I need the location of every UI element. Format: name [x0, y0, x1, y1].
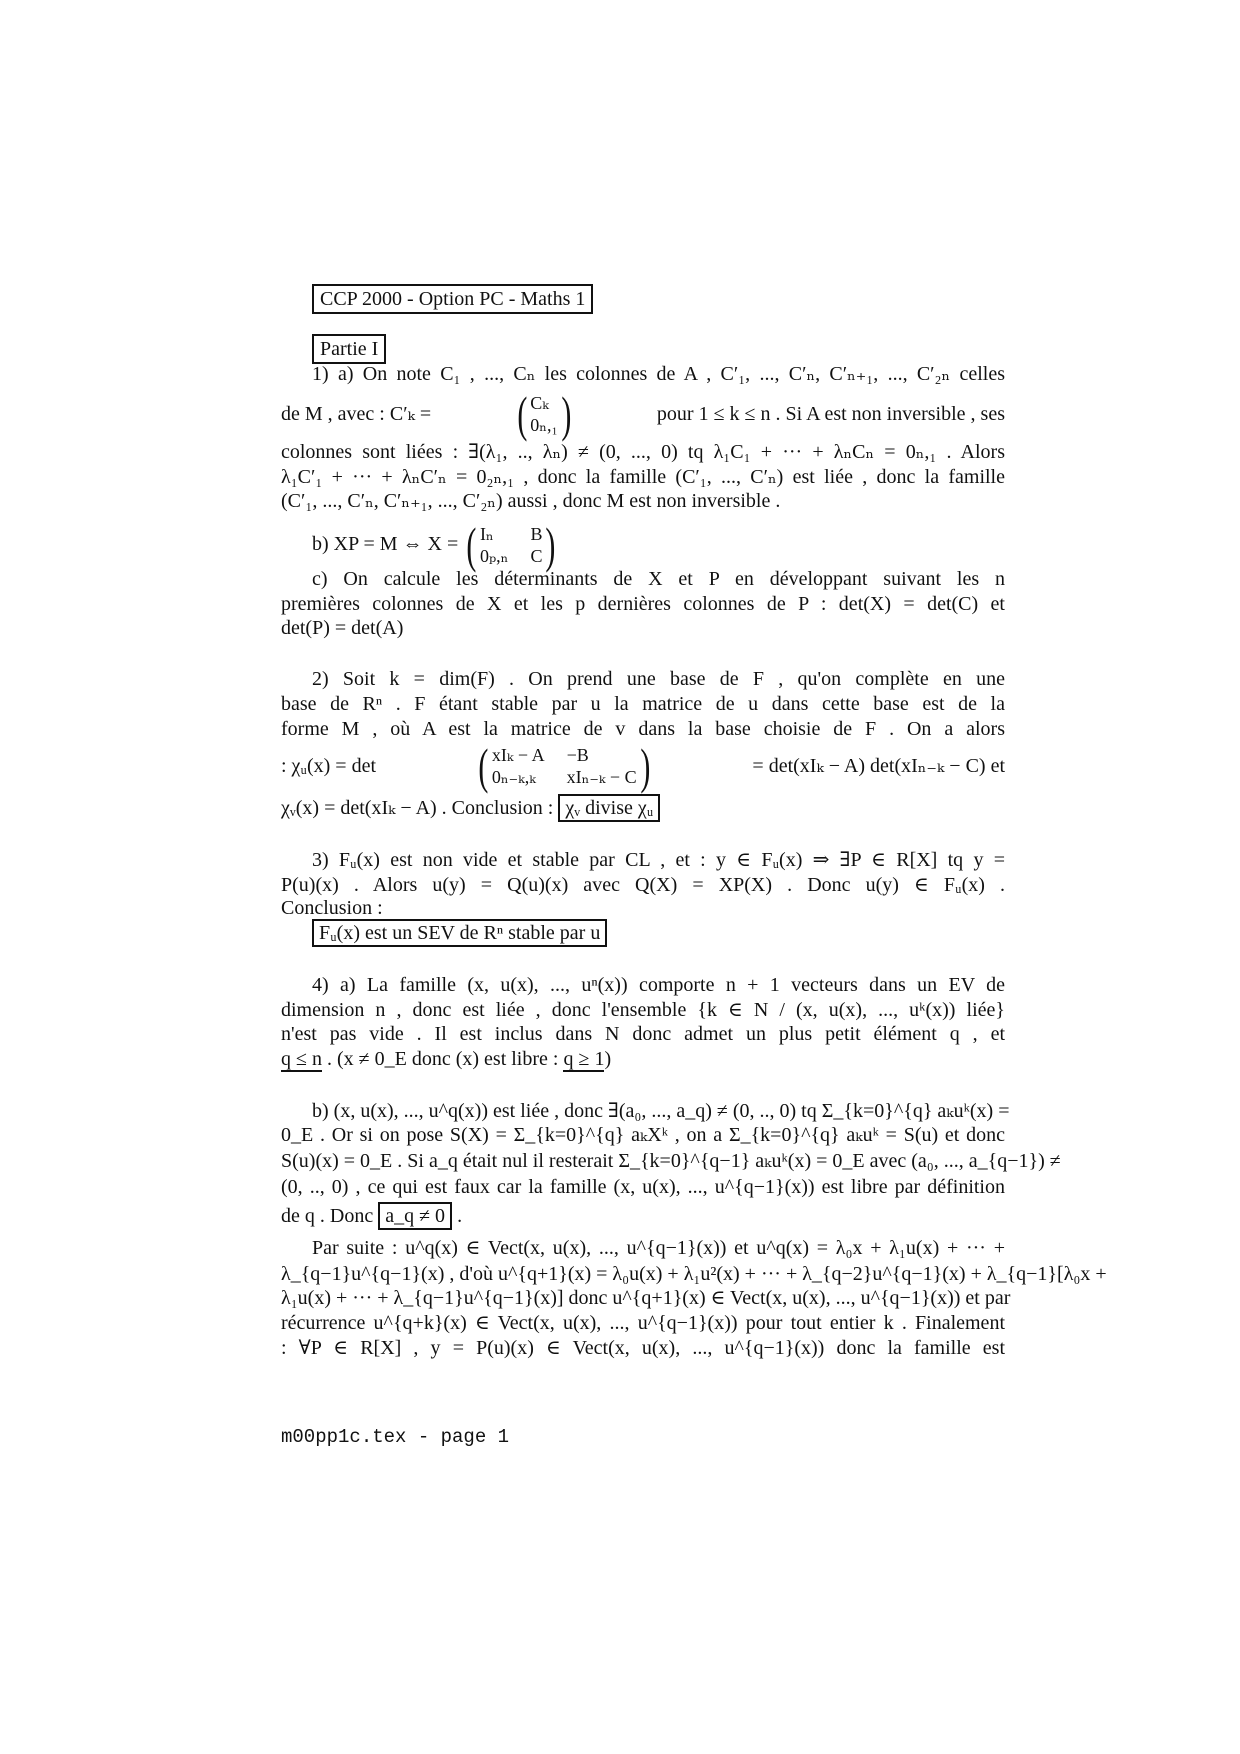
matrix-entry: 0ₙ,₁ [530, 415, 558, 435]
q1-text: pour 1 ≤ k ≤ n . Si A est non inversible , ses [656, 403, 1005, 425]
q3-conclusion-line [281, 919, 1005, 945]
matrix-entry: xIₙ₋ₖ − C [566, 767, 637, 787]
q4a-line [281, 1046, 1005, 1072]
q2-text: = det(xIₖ − A) det(xIₙ₋ₖ − C) et [752, 755, 1005, 777]
q4b-text: de q . Donc [281, 1205, 374, 1227]
q4a-line: dimension n , donc est liée , donc l'ensemble {k ∈ N / (x, u(x), ..., uᵏ(x)) liée} [281, 999, 1005, 1021]
q3-line: P(u)(x) . Alors u(y) = Q(u)(x) avec Q(X) = XP(X) . Donc u(y) ∈ Fᵤ(x) . [281, 874, 1005, 896]
q2-line: 2) Soit k = dim(F) . On prend une base de F , qu'on complète en une [312, 668, 1005, 690]
q2-line [281, 794, 1005, 820]
matrix-entry: Cₖ [530, 393, 549, 413]
q2-text: : χᵤ(x) = det [281, 755, 377, 777]
column-matrix: ( Cₖ 0ₙ,₁ ) [516, 386, 572, 442]
matrix-entry: C [530, 546, 543, 567]
q4b-line: S(u)(x) = 0_E . Si a_q était nul il resterait Σ_{k=0}^{q−1} aₖuᵏ(x) = 0_E avec (a₀, ..., a_{q−1}) ≠ [281, 1150, 1061, 1172]
q4b-line [281, 1202, 1005, 1228]
q4b-line: : ∀P ∈ R[X] , y = P(u)(x) ∈ Vect(x, u(x), ..., u^{q−1}(x)) donc la famille est [281, 1337, 1005, 1359]
document-title: CCP 2000 - Option PC - Maths 1 [312, 284, 593, 314]
q4b-line: λ_{q−1}u^{q−1}(x) , d'où u^{q+1}(x) = λ₀u(x) + λ₁u²(x) + ··· + λ_{q−2}u^{q−1}(x) + λ_{q−1}[λ₀x + [281, 1263, 1107, 1285]
q3-line: Conclusion : [281, 897, 383, 919]
q3-conclusion-box: Fᵤ(x) est un SEV de Rⁿ stable par u [312, 919, 607, 947]
underlined-result: q ≤ n [281, 1048, 322, 1070]
q2-conclusion-box: χᵥ divise χᵤ [558, 794, 660, 822]
q4b-line: (0, .., 0) , ce qui est faux car la famille (x, u(x), ..., u^{q−1}(x)) est libre par définition [281, 1176, 1005, 1198]
q4b-line: b) (x, u(x), ..., u^q(x)) est liée , donc ∃(a₀, ..., a_q) ≠ (0, .., 0) tq Σ_{k=0}^{q} aₖuᵏ(x) = [312, 1100, 1010, 1122]
page-footer: m00pp1c.tex - page 1 [281, 1426, 510, 1448]
q1-line: 1) a) On note C₁ , ..., Cₙ les colonnes de A , C′₁, ..., C′ₙ, C′ₙ₊₁, ..., C′₂ₙ celles [312, 363, 1005, 385]
q2-line: forme M , où A est la matrice de v dans la base choisie de F . On a alors [281, 718, 1005, 740]
q4a-line: 4) a) La famille (x, u(x), ..., uⁿ(x)) comporte n + 1 vecteurs dans un EV de [312, 974, 1005, 996]
q1b-text: b) XP = M ⇔ X = [312, 533, 459, 555]
q1c-line: det(P) = det(A) [281, 617, 404, 639]
matrix-entry: B [530, 524, 543, 545]
q4b-line: Par suite : u^q(x) ∈ Vect(x, u(x), ..., u^{q−1}(x)) et u^q(x) = λ₀x + λ₁u(x) + ··· + [312, 1237, 1005, 1259]
block-matrix-x: ( Iₙ B 0ₚ,ₙ C ) [466, 517, 556, 574]
matrix-entry: −B [566, 745, 589, 765]
q1-line: λ₁C′₁ + ··· + λₙC′ₙ = 0₂ₙ,₁ , donc la famille (C′₁, ..., C′ₙ) est liée , donc la famille [281, 466, 1005, 488]
q1-line: colonnes sont liées : ∃(λ₁, .., λₙ) ≠ (0, ..., 0) tq λ₁C₁ + ··· + λₙCₙ = 0ₙ,₁ . Alors [281, 441, 1005, 463]
underlined-result: q ≥ 1 [563, 1048, 605, 1070]
q2-matrix-line [281, 738, 1005, 794]
q2-line: base de Rⁿ . F étant stable par u la matrice de u dans cette base est de la [281, 693, 1005, 715]
q4a-line: n'est pas vide . Il est inclus dans N donc admet un plus petit élément q , et [281, 1023, 1005, 1045]
q4b-line: récurrence u^{q+k}(x) ∈ Vect(x, u(x), ..., u^{q−1}(x)) pour tout entier k . Finalement [281, 1312, 1005, 1334]
q4b-line: λ₁u(x) + ··· + λ_{q−1}u^{q−1}(x)] donc u^{q+1}(x) ∈ Vect(x, u(x), ..., u^{q−1}(x)) et par [281, 1287, 1011, 1309]
q1-matrix-line [281, 386, 1005, 442]
block-matrix-det: ( xIₖ − A −B 0ₙ₋ₖ,ₖ xIₙ₋ₖ − C ) [478, 738, 650, 794]
part-heading: Partie I [312, 334, 386, 364]
q2-text: χᵥ(x) = det(xIₖ − A) . Conclusion : [281, 797, 554, 819]
q4a-text: . (x ≠ 0_E donc (x) est libre : [321, 1048, 564, 1070]
matrix-entry: Iₙ [479, 524, 494, 545]
matrix-entry: 0ₚ,ₙ [479, 546, 509, 567]
q3-line: 3) Fᵤ(x) est non vide et stable par CL , et : y ∈ Fᵤ(x) ⇒ ∃P ∈ R[X] tq y = [312, 849, 1005, 871]
q1c-line: premières colonnes de X et les p dernières colonnes de P : det(X) = det(C) et [281, 593, 1005, 615]
q4b-line: 0_E . Or si on pose S(X) = Σ_{k=0}^{q} aₖXᵏ , on a Σ_{k=0}^{q} aₖuᵏ = S(u) et donc [281, 1124, 1005, 1146]
matrix-entry: 0ₙ₋ₖ,ₖ [491, 767, 536, 787]
q1-line: (C′₁, ..., C′ₙ, C′ₙ₊₁, ..., C′₂ₙ) aussi , donc M est non inversible . [281, 490, 781, 512]
matrix-entry: xIₖ − A [491, 745, 545, 765]
q1c-line: c) On calcule les déterminants de X et P en développant suivant les n [312, 568, 1005, 590]
q1-text: de M , avec : C′ₖ = [281, 403, 432, 425]
q4a-text: ) [604, 1048, 612, 1070]
q4b-result-box: a_q ≠ 0 [378, 1202, 452, 1230]
q4b-text: . [452, 1205, 463, 1227]
q1b-line [281, 517, 1005, 574]
